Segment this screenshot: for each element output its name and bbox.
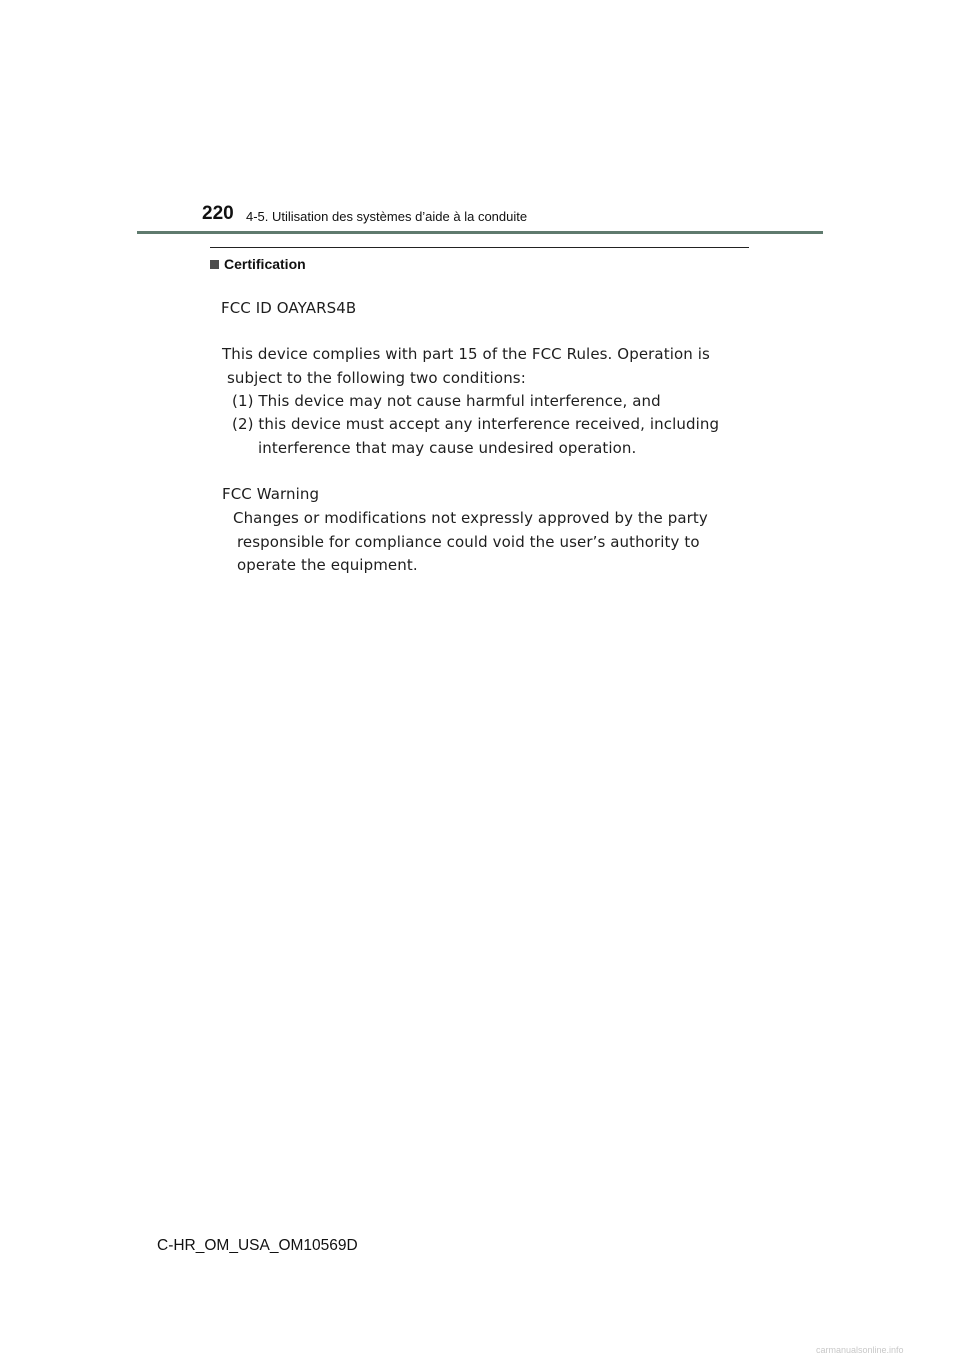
warning-line-1: Changes or modifications not expressly approved by the party [233,509,708,527]
watermark: carmanualsonline.info [816,1345,904,1355]
condition-2-line-1: (2) this device must accept any interference received, including [232,415,720,433]
document-code: C-HR_OM_USA_OM10569D [157,1237,358,1254]
compliance-line-1: This device complies with part 15 of the FCC Rules. Operation is [222,345,710,363]
square-bullet-icon [210,260,219,269]
page-number: 220 [202,203,234,224]
fcc-id: FCC ID OAYARS4B [221,299,357,317]
condition-1: (1) This device may not cause harmful interference, and [232,392,661,410]
header-divider [137,231,823,234]
section-title: 4-5. Utilisation des systèmes d’aide à la conduite [246,209,528,224]
warning-line-2: responsible for compliance could void the user’s authority to [237,533,700,551]
compliance-line-2: subject to the following two conditions: [227,369,526,387]
warning-line-3: operate the equipment. [237,556,418,574]
condition-2-line-2: interference that may cause undesired operation. [258,439,637,457]
certification-heading-text: Certification [224,256,306,272]
fcc-warning-title: FCC Warning [222,485,320,503]
fcc-label-image [208,285,728,620]
subsection-divider [210,247,749,248]
certification-heading [210,256,306,272]
